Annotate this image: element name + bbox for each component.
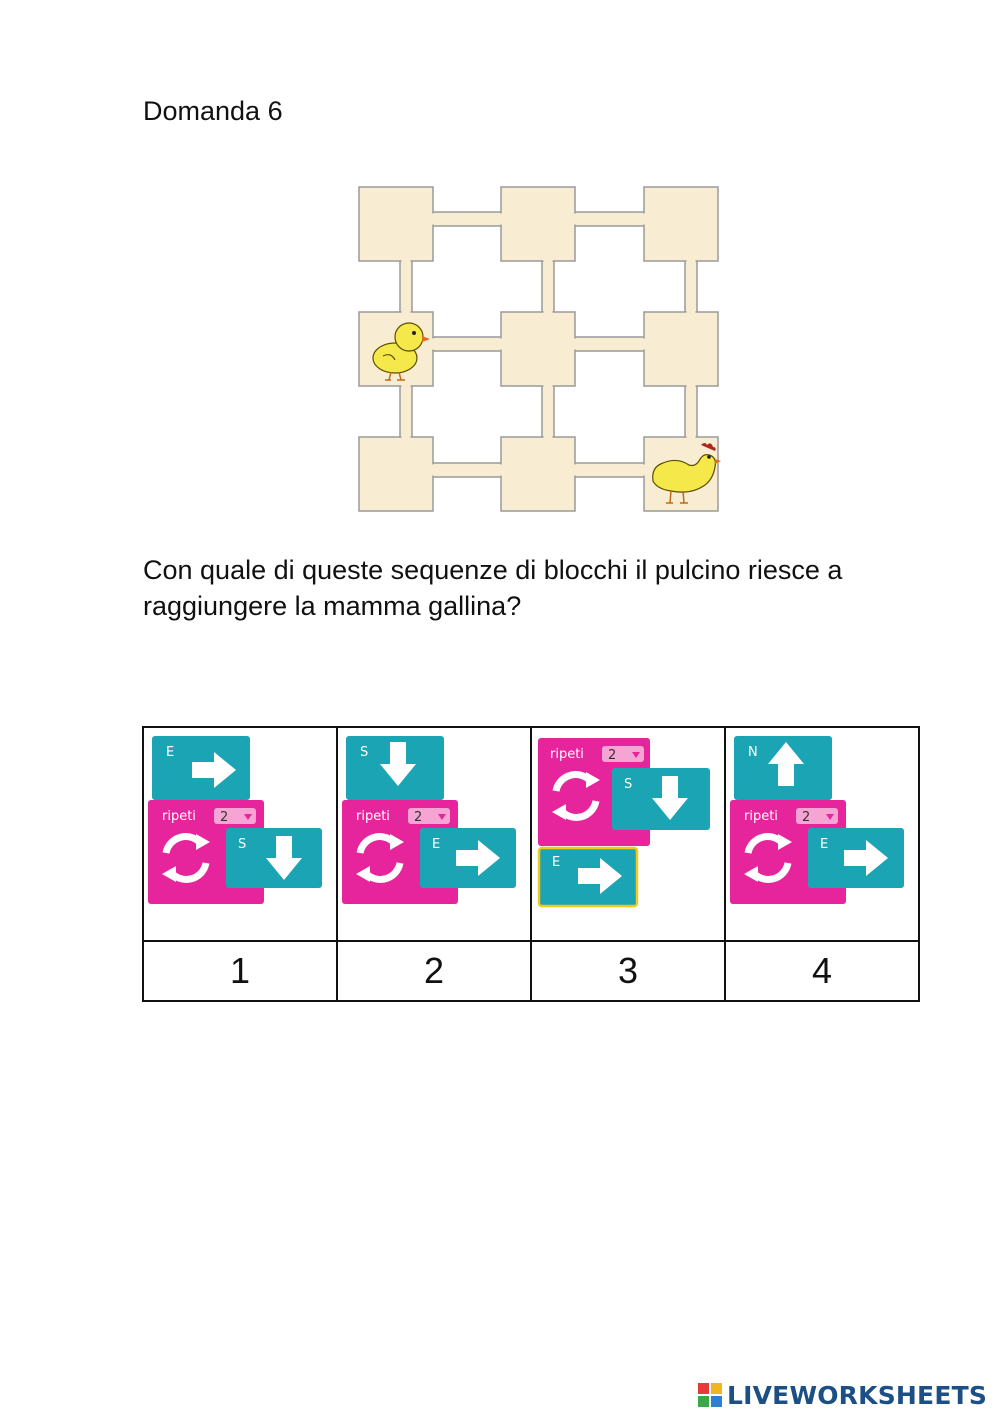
maze-cell	[359, 187, 433, 261]
repeat-count: 2	[414, 810, 423, 825]
option-1-number[interactable]: 1	[143, 941, 337, 1001]
option-1-blocks[interactable]	[143, 727, 337, 941]
repeat-label: ripeti	[356, 809, 390, 824]
direction-label: E	[432, 837, 441, 852]
question-text: Con quale di queste sequenze di blocchi il pulcino riesce a raggiungere la mamma gallina?	[143, 555, 843, 621]
option-2-blocks[interactable]	[337, 727, 531, 941]
direction-label: E	[820, 837, 829, 852]
option-3-blocks[interactable]	[531, 727, 725, 941]
maze-cell	[644, 312, 718, 386]
repeat-label: ripeti	[162, 809, 196, 824]
option-4-blocks[interactable]	[725, 727, 919, 941]
maze-grid	[355, 183, 723, 517]
direction-label: S	[624, 777, 633, 792]
brand-name: LIVEWORKSHEETS	[727, 1380, 988, 1410]
maze-cell	[501, 437, 575, 511]
direction-label: E	[166, 745, 175, 760]
direction-label: E	[552, 855, 561, 870]
repeat-label: ripeti	[744, 809, 778, 824]
repeat-count: 2	[802, 810, 811, 825]
maze-cell	[501, 312, 575, 386]
repeat-count: 2	[220, 810, 229, 825]
option-4-number[interactable]: 4	[725, 941, 919, 1001]
logo-mark-icon	[697, 1382, 723, 1408]
options-table	[142, 726, 920, 1002]
repeat-label: ripeti	[550, 747, 584, 762]
direction-label: S	[238, 837, 247, 852]
maze-cell	[359, 437, 433, 511]
option-3-number[interactable]: 3	[531, 941, 725, 1001]
option-2-number[interactable]: 2	[337, 941, 531, 1001]
liveworksheets-logo	[697, 1378, 987, 1412]
maze-cell	[644, 187, 718, 261]
direction-label: S	[360, 745, 369, 760]
direction-label: N	[748, 745, 758, 760]
repeat-count: 2	[608, 748, 617, 763]
maze-cell	[501, 187, 575, 261]
question-title: Domanda 6	[143, 96, 283, 126]
